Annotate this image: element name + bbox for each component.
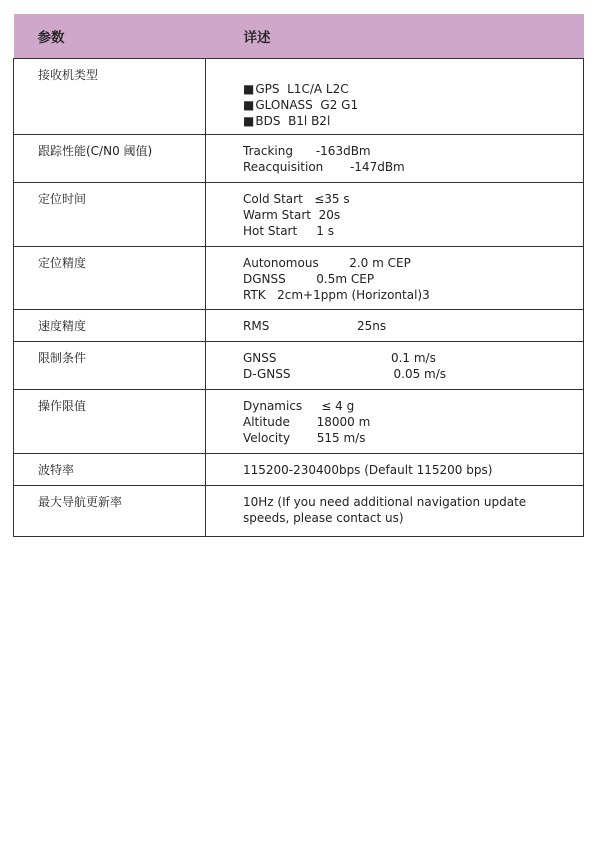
row-name: 定位精度 [14,247,206,310]
detail-line: RMS 25ns [243,319,387,333]
detail-line: Altitude 18000 m [243,415,371,429]
table-row [14,310,584,342]
detail-line: GNSS 0.1 m/s [243,351,436,365]
row-detail [206,310,584,342]
table-row [14,390,584,454]
detail-line: Hot Start 1 s [243,224,334,238]
detail-text: 10Hz (If you need additional navigation update speeds, please contact us) [243,495,527,525]
detail-line: RTK 2cm+1ppm (Horizontal)3 [243,288,430,302]
row-name: 定位时间 [14,183,206,247]
header-detail: 详述 [206,14,584,59]
detail-line: Warm Start 20s [243,208,341,222]
detail-line: DGNSS 0.5m CEP [243,272,375,286]
table-row [14,59,584,135]
row-name: 速度精度 [14,310,206,342]
detail-line: ■BDS B1l B2l [243,114,331,128]
row-name: 接收机类型 [14,59,206,135]
bullet-square-icon: ■ [243,114,255,128]
row-detail [206,390,584,454]
row-detail [206,454,584,486]
row-name: 操作限值 [14,390,206,454]
table-row [14,342,584,390]
bullet-square-icon: ■ [243,98,255,112]
row-detail [206,486,584,537]
detail-line: Autonomous 2.0 m CEP [243,256,411,270]
detail-line: ■GLONASS G2 G1 [243,98,359,112]
header-param: 参数 [14,14,206,59]
detail-line: Dynamics ≤ 4 g [243,399,355,413]
detail-line: Cold Start ≤35 s [243,192,350,206]
detail-line: D-GNSS 0.05 m/s [243,367,447,381]
row-detail [206,342,584,390]
row-name: 限制条件 [14,342,206,390]
row-name: 跟踪性能(C/N0 阈值) [14,135,206,183]
row-detail [206,183,584,247]
bullet-square-icon: ■ [243,82,255,96]
detail-line: Reacquisition -147dBm [243,160,405,174]
table-row [14,247,584,310]
detail-line: Tracking -163dBm [243,144,371,158]
table-row [14,183,584,247]
row-name: 波特率 [14,454,206,486]
row-name: 最大导航更新率 [14,486,206,537]
row-detail [206,135,584,183]
table-row [14,135,584,183]
detail-line: Velocity 515 m/s [243,431,366,445]
table-row [14,486,584,537]
table-header-row [14,14,584,59]
detail-line: ■GPS L1C/A L2C [243,82,349,96]
row-detail [206,247,584,310]
detail-line: 115200-230400bps (Default 115200 bps) [243,463,493,477]
row-detail [206,59,584,135]
table-row [14,454,584,486]
spec-table [13,14,584,537]
